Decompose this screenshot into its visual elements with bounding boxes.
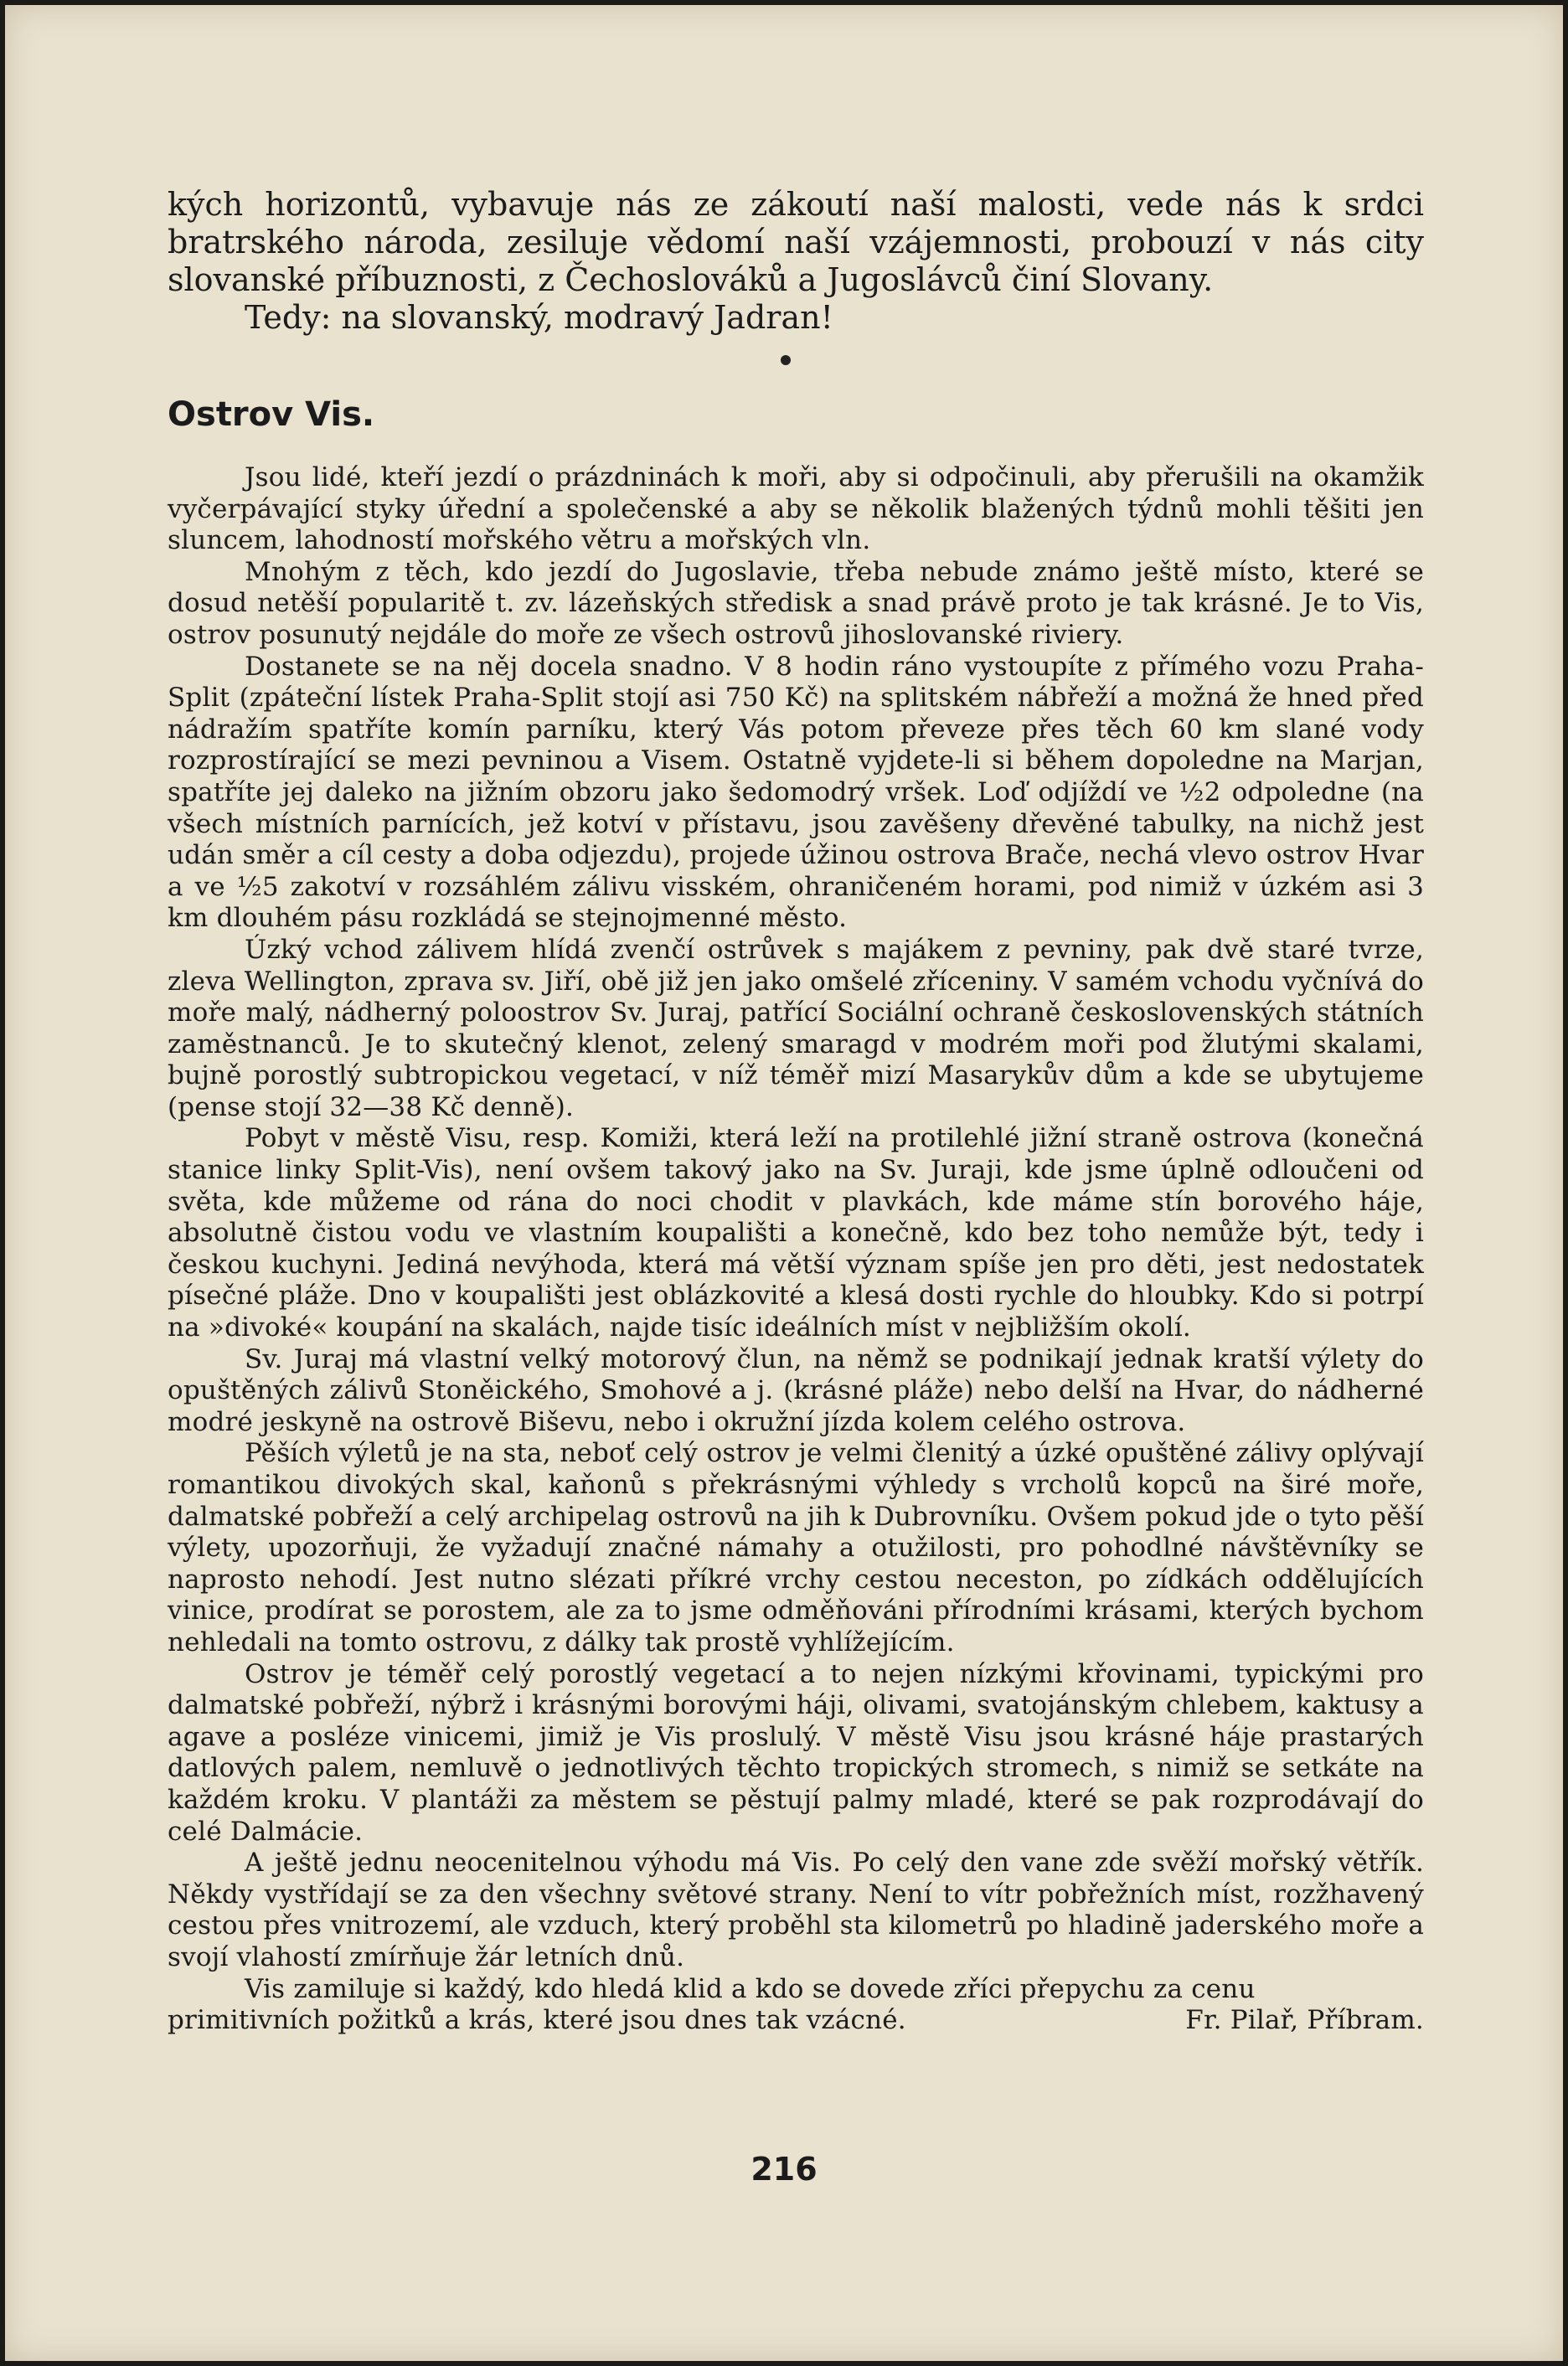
author-signature: Fr. Pilař, Příbram. — [1185, 2005, 1424, 2036]
paragraph: Úzký vchod zálivem hlídá zvenčí ostrůvek s majákem z pevniny, pak dvě staré tvrze, zleva Wellington, zprava sv. Jiří, obě již jen jako omšelé zříceniny. V samém vchodu vyčnívá do moře malý, nádherný poloostrov Sv. Juraj, patřící Sociální ochraně československých státních zaměstnanců. Je to skutečný klenot, zelený smaragd v modrém moři pod žlutými skalami, bujně porostlý subtropickou vegetací, v níž téměř mizí Masarykův dům a kde se ubytujeme (pense stojí 32—38 Kč denně). — [168, 934, 1424, 1122]
paragraph: Mnohým z těch, kdo jezdí do Jugoslavie, třeba nebude známo ještě místo, které se dosud netěší popularitě t. zv. lázeňských středisk a snad právě proto je tak krásné. Je to Vis, ostrov posunutý nejdále do moře ze všech ostrovů jihoslovanské riviery. — [168, 556, 1424, 650]
final-paragraph — [168, 1974, 1424, 2037]
page-number: 216 — [750, 2151, 818, 2188]
intro-exclamation: Tedy: na slovanský, modravý Jadran! — [245, 299, 833, 336]
article-title: Ostrov Vis. — [168, 395, 375, 434]
page-content — [168, 186, 1424, 2037]
intro-section — [168, 186, 1424, 337]
paragraph: Dostanete se na něj docela snadno. V 8 hodin ráno vystoupíte z přímého vozu Praha-Split (zpáteční lístek Praha-Split stojí asi 750 Kč) na splitském nábřeží a možná že hned před nádražím spatříte komín parníku, který Vás potom převeze přes těch 60 km slané vody rozprostírající se mezi pevninou a Visem. Ostatně vyjdete-li si během dopoledne na Marjan, spatříte jej daleko na jižním obzoru jako šedomodrý vršek. Loď odjíždí ve ½2 odpoledne (na všech místních parnících, jež kotví v přístavu, jsou zavěšeny dřevěné tabulky, na nichž jest udán směr a cíl cesty a doba odjezdu), projede úžinou ostrova Brače, nechá vlevo ostrov Hvar a ve ½5 zakotví v rozsáhlém zálivu visském, ohraničeném horami, pod nimiž v úzkém asi 3 km dlouhém pásu rozkládá se stejnojmenné město. — [168, 651, 1424, 934]
section-divider-dot — [781, 355, 791, 365]
paragraph: A ještě jednu neocenitelnou výhodu má Vis. Po celý den vane zde svěží mořský větřík. Někdy vystřídají se za den všechny světové strany. Není to vítr pobřežních míst, rozžhavený cestou přes vnitrozemí, ale vzduch, který proběhl sta kilometrů po hladině jaderského moře a svojí vlahostí zmírňuje žár letních dnů. — [168, 1848, 1424, 1972]
page — [5, 5, 1563, 2361]
paragraph: Jsou lidé, kteří jezdí o prázdninách k moři, aby si odpočinuli, aby přerušili na okamžik vyčerpávající styky úřední a společenské a aby se několik blažených týdnů mohli těšiti jen sluncem, lahodností mořského větru a mořských vln. — [168, 462, 1424, 556]
final-paragraph-text: Vis zamiluje si každý, kdo hledá klid a kdo se dovede zříci přepychu za cenu primitivních požitků a krás, které jsou dnes tak vzácné. — [168, 1973, 1256, 2036]
paragraph: Sv. Juraj má vlastní velký motorový člun, na němž se podnikají jednak kratší výlety do opuštěných zálivů Stoněického, Smohové a j. (krásné pláže) nebo delší na Hvar, do nádherné modré jeskyně na ostrově Biševu, nebo i okružní jízda kolem celého ostrova. — [168, 1343, 1424, 1437]
paragraph: Pěších výletů je na sta, neboť celý ostrov je velmi členitý a úzké opuštěné zálivy oplývají romantikou divokých skal, kaňonů s překrásnými výhledy s vrcholů kopců na širé moře, dalmatské pobřeží a celý archipelag ostrovů na jih k Dubrovníku. Ovšem pokud jde o tyto pěší výlety, upozorňuji, že vyžadují značné námahy a otužilosti, pro pohodlné návštěvníky se naprosto nehodí. Jest nutno slézati příkré vrchy cestou neceston, po zídkách oddělujících vinice, prodírat se porostem, ale za to jsme odměňováni přírodními krásami, kterých bychom nehledali na tomto ostrovu, z dálky tak prostě vyhlížejícím. — [168, 1438, 1424, 1657]
intro-paragraph: kých horizontů, vybavuje nás ze zákoutí naší malosti, vede nás k srdci bratrského národa, zesiluje vědomí naší vzájemnosti, probouzí v nás city slovanské příbuznosti, z Čechoslováků a Jugoslávců činí Slovany. — [168, 186, 1424, 298]
article-body — [168, 462, 1424, 2037]
paragraph: Pobyt v městě Visu, resp. Komiži, která leží na protilehlé jižní straně ostrova (konečná stanice linky Split-Vis), není ovšem takový jako na Sv. Juraji, kde jsme úplně odloučeni od světa, kde můžeme od rána do noci chodit v plavkách, kde máme stín borového háje, absolutně čistou vodu ve vlastním koupališti a konečně, kdo bez toho nemůže být, tedy i českou kuchyni. Jediná nevýhoda, která má větší význam spíše jen pro děti, jest nedostatek písečné pláže. Dno v koupališti jest oblázkovité a klesá dosti rychle do hloubky. Kdo si potrpí na »divoké« koupání na skalách, najde tisíc ideálních míst v nejbližším okolí. — [168, 1123, 1424, 1343]
paragraph: Ostrov je téměř celý porostlý vegetací a to nejen nízkými křovinami, typickými pro dalmatské pobřeží, nýbrž i krásnými borovými háji, olivami, svatojánským chlebem, kaktusy a agave a posléze vinicemi, jimiž je Vis proslulý. V městě Visu jsou krásné háje prastarých datlových palem, nemluvě o jednotlivých těchto tropických stromech, s nimiž se setkáte na každém kroku. V plantáži za městem se pěstují palmy mladé, které se pak rozprodávají do celé Dalmácie. — [168, 1658, 1424, 1847]
